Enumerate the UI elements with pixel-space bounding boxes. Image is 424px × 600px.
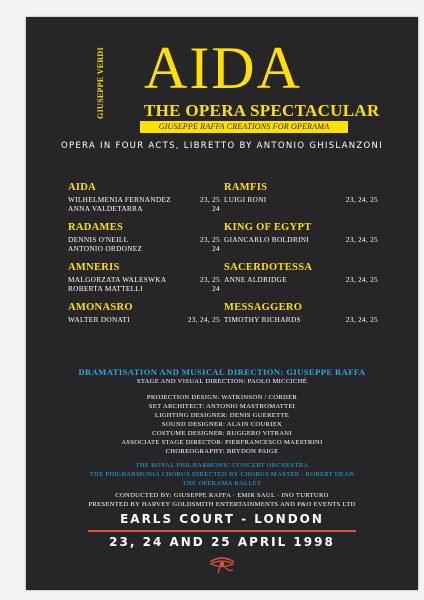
design-credit: CHOREOGRAPHY: BRYDON PAIGE bbox=[165, 448, 279, 455]
opera-title: AIDA bbox=[144, 35, 302, 101]
eye-of-horus-icon bbox=[207, 555, 237, 575]
role-name: MESSAGGERO bbox=[224, 302, 303, 313]
performance-dates: 23, 24, 25 bbox=[345, 275, 378, 284]
singer-name: ANNE ALDRIDGE bbox=[224, 275, 287, 284]
design-credit: PROJECTION DESIGN: WATKINSON / CORDER bbox=[146, 394, 298, 401]
singer-name: TIMOTHY RICHARDS bbox=[224, 315, 301, 324]
role-name: KING OF EGYPT bbox=[224, 222, 312, 233]
venue: EARLS COURT - LONDON bbox=[120, 512, 324, 526]
role-name: AMONASRO bbox=[68, 302, 133, 313]
venue-divider bbox=[88, 530, 356, 532]
role-name: AIDA bbox=[68, 182, 97, 193]
design-credit: LIGHTING DESIGNER: DENIS GUERETTE bbox=[154, 412, 290, 419]
design-credit: SET ARCHITECT: ANTONIO MASTROMATTEI bbox=[148, 403, 296, 410]
role-name: SACERDOTESSA bbox=[224, 262, 313, 273]
chorus-credit: THE PHILHARMONIA CHORUS DIRECTED BY CHORUS MASTER : ROBERT DEAN bbox=[89, 471, 355, 478]
singer-name: ANTONIO ORDONEZ bbox=[68, 244, 143, 253]
opera-subtitle: THE OPERA SPECTACULAR bbox=[144, 101, 380, 120]
libretto-line: OPERA IN FOUR ACTS, LIBRETTO BY ANTONIO GHISLANZONI bbox=[60, 141, 384, 151]
conductor-credit: CONDUCTED BY: GIUSEPPE RAFFA · EMIR SAUL · INO TURTURO bbox=[115, 492, 329, 499]
presenter-credit: PRESENTED BY HARVEY GOLDSMITH ENTERTAINMENTS AND P&O EVENTS LTD bbox=[88, 501, 356, 508]
singer-name: ROBERTA MATTELLI bbox=[68, 284, 143, 293]
performance-dates: 23, 24, 25 bbox=[345, 235, 378, 244]
direction-credit: DRAMATISATION AND MUSICAL DIRECTION: GIUSEPPE RAFFA bbox=[78, 367, 366, 377]
design-credit: COSTUME DESIGNER: RUGGERO VITRANI bbox=[152, 430, 292, 437]
singer-name: DENNIS O'NEILL bbox=[68, 235, 129, 244]
singer-name: GIANCARLO BOLDRINI bbox=[224, 235, 310, 244]
singer-name: MALGORZATA WALESWKA bbox=[68, 275, 167, 284]
singer-name: ANNA VALDETARRA bbox=[68, 204, 143, 213]
performance-dates: 23, 25 bbox=[199, 275, 220, 284]
performance-dates-banner: 23, 24 AND 25 APRIL 1998 bbox=[109, 535, 335, 549]
composer-credit: GIUSEPPE VERDI bbox=[96, 47, 105, 119]
performance-dates: 24 bbox=[212, 204, 220, 213]
performance-dates: 23, 24, 25 bbox=[187, 315, 220, 324]
performance-dates: 23, 24, 25 bbox=[345, 195, 378, 204]
role-name: RADAMES bbox=[68, 222, 124, 233]
performance-dates: 24 bbox=[212, 244, 220, 253]
design-credit: ASSOCIATE STAGE DIRECTOR: PIERFRANCESCO MAESTRINI bbox=[121, 439, 323, 446]
performance-dates: 23, 24, 25 bbox=[345, 315, 378, 324]
ballet-credit: THE OPERAMA BALLET bbox=[182, 480, 262, 487]
design-credit: SOUND DESIGNER: ALAIN COURIEX bbox=[161, 421, 283, 428]
performance-dates: 23, 25 bbox=[199, 195, 220, 204]
role-name: AMNERIS bbox=[68, 262, 120, 273]
stage-direction-credit: STAGE AND VISUAL DIRECTION: PAOLO MICCICHÈ bbox=[136, 378, 308, 385]
creator-tagline: GIUSEPPE RAFFA CREATIONS FOR OPERAMA bbox=[140, 121, 348, 133]
program-page bbox=[26, 17, 418, 590]
singer-name: LUIGI RONI bbox=[224, 195, 267, 204]
performance-dates: 24 bbox=[212, 284, 220, 293]
orchestra-credit: THE ROYAL PHILHARMONIC CONCERT ORCHESTRA bbox=[135, 462, 309, 469]
role-name: RAMFIS bbox=[224, 182, 268, 193]
singer-name: WILHELMENIA FERNANDEZ bbox=[68, 195, 171, 204]
performance-dates: 23, 25 bbox=[199, 235, 220, 244]
singer-name: WALTER DONATI bbox=[68, 315, 130, 324]
